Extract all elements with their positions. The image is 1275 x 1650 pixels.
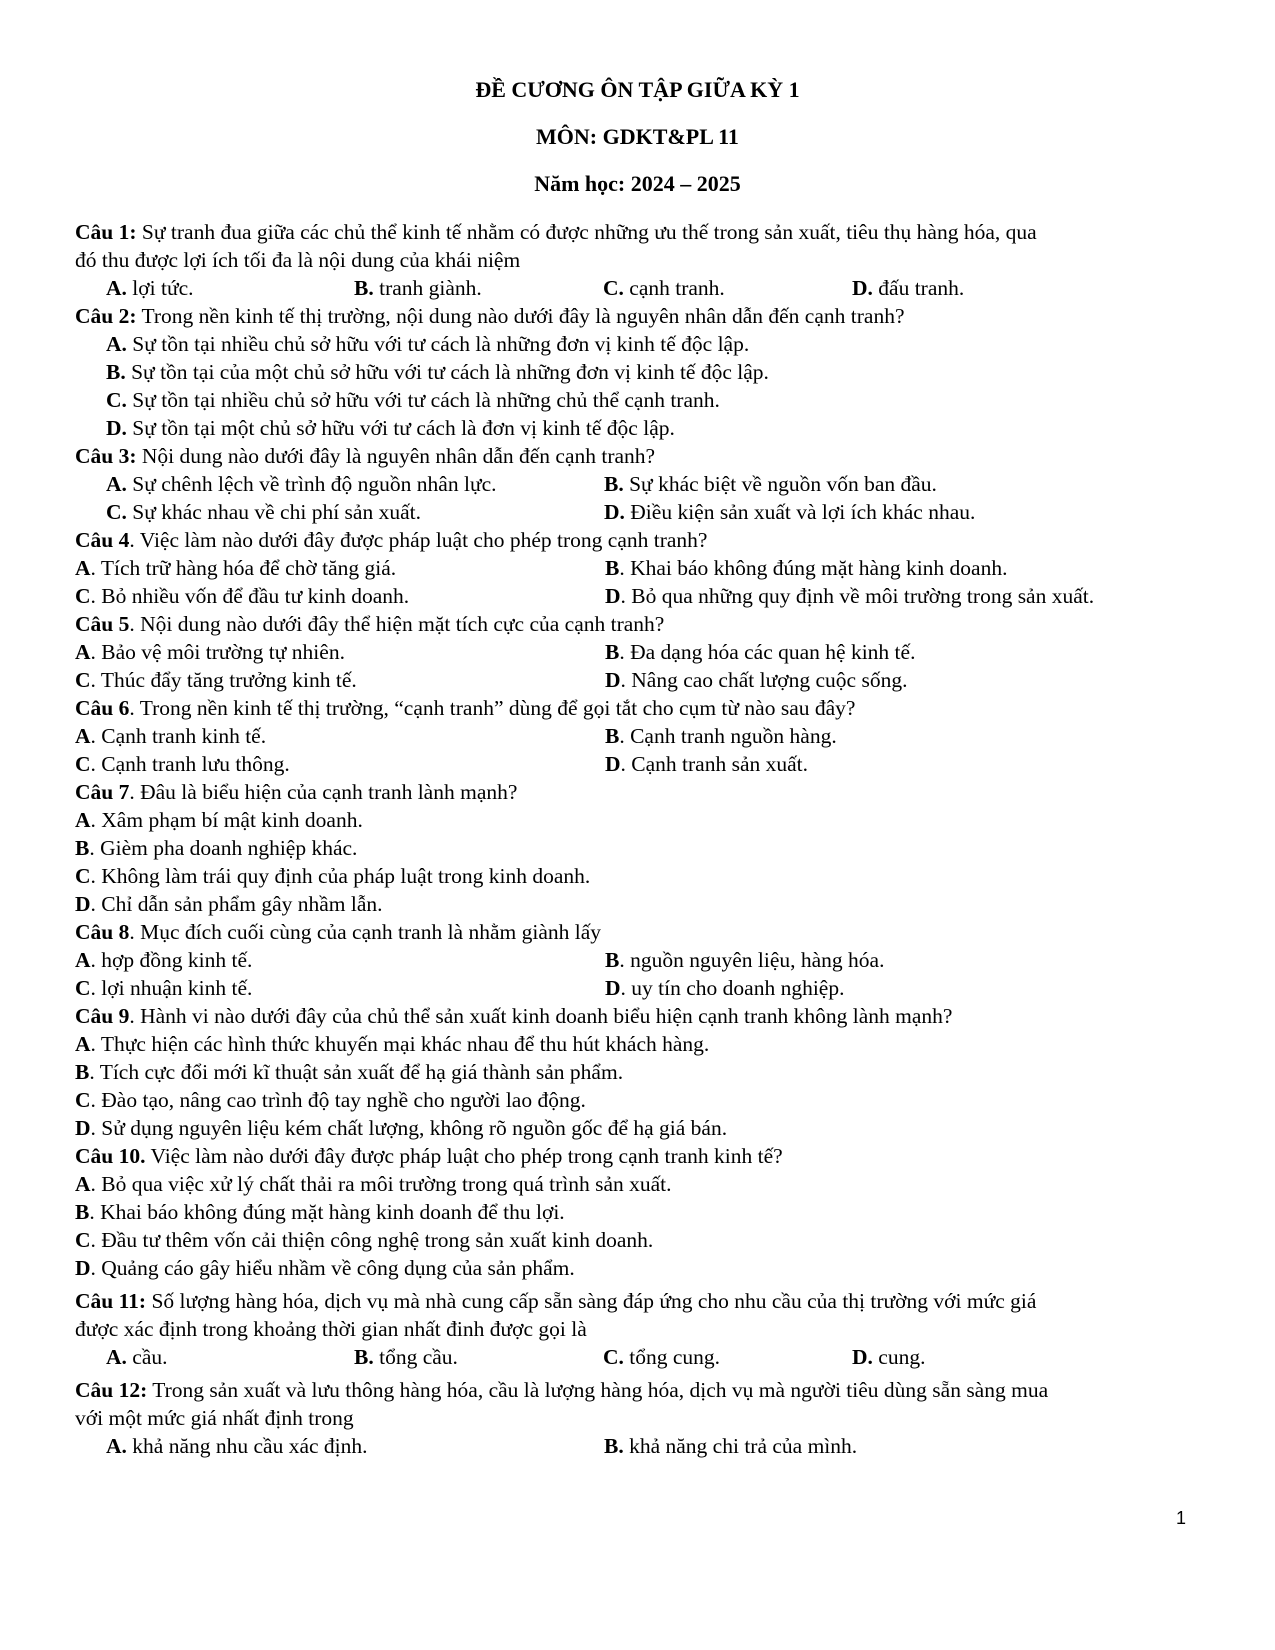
question-5: [75, 610, 1205, 694]
option-b: B. nguồn nguyên liệu, hàng hóa.: [605, 948, 885, 972]
option-a: A. hợp đồng kinh tế.: [75, 948, 253, 972]
question-text: Số lượng hàng hóa, dịch vụ mà nhà cung cấp sẵn sàng đáp ứng cho nhu cầu của thị trường với mức giá: [146, 1289, 1037, 1313]
question-number: Câu 2:: [75, 304, 137, 328]
question-12: [75, 1376, 1205, 1460]
option-d: D. Bỏ qua những quy định về môi trường trong sản xuất.: [605, 584, 1095, 608]
option-c: C. Bỏ nhiều vốn để đầu tư kinh doanh.: [75, 584, 410, 608]
options-row: [75, 498, 1205, 526]
question-list: [75, 218, 1205, 1460]
question-text-line2: với một mức giá nhất định trong: [75, 1406, 354, 1430]
school-year: Năm học: 2024 – 2025: [534, 171, 741, 196]
question-number: Câu 9: [75, 1004, 130, 1028]
question-text-line2: đó thu được lợi ích tối đa là nội dung của khái niệm: [75, 248, 521, 272]
option-d: D. cung.: [852, 1345, 926, 1369]
option-d: D. Cạnh tranh sản xuất.: [605, 752, 809, 776]
options-row: [75, 1343, 1205, 1371]
option-d: D. Sự tồn tại một chủ sở hữu với tư cách là đơn vị kinh tế độc lập.: [106, 416, 675, 440]
question-text: . Hành vi nào dưới đây của chủ thể sản xuất kinh doanh biểu hiện cạnh tranh không lành mạnh?: [129, 1004, 953, 1028]
option-a: A. Cạnh tranh kinh tế.: [75, 724, 267, 748]
option-c: C. Đầu tư thêm vốn cải thiện công nghệ trong sản xuất kinh doanh.: [75, 1228, 654, 1252]
option-a: A. Bỏ qua việc xử lý chất thải ra môi trường trong quá trình sản xuất.: [75, 1172, 672, 1196]
document-title: ĐỀ CƯƠNG ÔN TẬP GIỮA KỲ 1: [475, 77, 800, 102]
option-c: C. Sự khác nhau về chi phí sản xuất.: [106, 500, 421, 524]
question-text-line2: được xác định trong khoảng thời gian nhất đinh được gọi là: [75, 1317, 587, 1341]
option-b: B. Sự khác biệt về nguồn vốn ban đầu.: [604, 472, 937, 496]
question-number: Câu 1:: [75, 220, 137, 244]
question-text: Trong sản xuất và lưu thông hàng hóa, cầu là lượng hàng hóa, dịch vụ mà người tiêu dùng sẵn sàng mua: [147, 1378, 1049, 1402]
option-b: B. tranh giành.: [354, 276, 482, 300]
option-c: C. Đào tạo, nâng cao trình độ tay nghề cho người lao động.: [75, 1088, 586, 1112]
option-a: A. Tích trữ hàng hóa để chờ tăng giá.: [75, 556, 397, 580]
question-text: . Đâu là biểu hiện của cạnh tranh lành mạnh?: [129, 780, 518, 804]
question-4: [75, 526, 1205, 610]
question-2: [75, 302, 1205, 442]
option-b: B. Khai báo không đúng mặt hàng kinh doanh.: [605, 556, 1008, 580]
option-d: D. Nâng cao chất lượng cuộc sống.: [605, 668, 908, 692]
question-number: Câu 3:: [75, 444, 137, 468]
options-row: [75, 470, 1205, 498]
option-d: D. Chỉ dẫn sản phẩm gây nhầm lẫn.: [75, 892, 383, 916]
option-d: D. Quảng cáo gây hiểu nhầm về công dụng của sản phẩm.: [75, 1256, 575, 1280]
option-c: C. Thúc đẩy tăng trưởng kinh tế.: [75, 668, 357, 692]
option-a: A. lợi tức.: [106, 276, 194, 300]
option-d: D. đấu tranh.: [852, 276, 965, 300]
question-11: [75, 1287, 1205, 1371]
option-b: B. Tích cực đổi mới kĩ thuật sản xuất để hạ giá thành sản phẩm.: [75, 1060, 624, 1084]
options-row: [75, 750, 1205, 778]
options-row: [75, 274, 1205, 302]
options-row: [75, 974, 1205, 1002]
option-c: C. Sự tồn tại nhiều chủ sở hữu với tư cách là những chủ thể cạnh tranh.: [106, 388, 720, 412]
option-c: C. cạnh tranh.: [603, 276, 725, 300]
option-a: A. cầu.: [106, 1345, 168, 1369]
option-a: A. Sự chênh lệch về trình độ nguồn nhân lực.: [106, 472, 497, 496]
question-text: Việc làm nào dưới đây được pháp luật cho phép trong cạnh tranh kinh tế?: [145, 1144, 783, 1168]
option-a: A. Sự tồn tại nhiều chủ sở hữu với tư cách là những đơn vị kinh tế độc lập.: [106, 332, 750, 356]
question-number: Câu 6: [75, 696, 130, 720]
question-7: [75, 778, 1205, 918]
options-row: [75, 554, 1205, 582]
options-row: [75, 722, 1205, 750]
option-b: B. Khai báo không đúng mặt hàng kinh doanh để thu lợi.: [75, 1200, 565, 1224]
option-b: B. khả năng chi trả của mình.: [604, 1434, 858, 1458]
options-row: [75, 1432, 1205, 1460]
question-number: Câu 7: [75, 780, 130, 804]
question-6: [75, 694, 1205, 778]
option-c: C. Không làm trái quy định của pháp luật trong kinh doanh.: [75, 864, 591, 888]
option-c: C. Cạnh tranh lưu thông.: [75, 752, 290, 776]
question-10: [75, 1142, 1205, 1282]
question-3: [75, 442, 1205, 526]
question-text: . Nội dung nào dưới đây thể hiện mặt tích cực của cạnh tranh?: [129, 612, 665, 636]
option-b: B. Sự tồn tại của một chủ sở hữu với tư cách là những đơn vị kinh tế độc lập.: [106, 360, 769, 384]
option-a: A. Bảo vệ môi trường tự nhiên.: [75, 640, 345, 664]
question-text: Trong nền kinh tế thị trường, nội dung nào dưới đây là nguyên nhân dẫn đến cạnh tranh?: [136, 304, 905, 328]
option-b: B. Cạnh tranh nguồn hàng.: [605, 724, 837, 748]
question-number: Câu 11:: [75, 1289, 147, 1313]
option-d: D. uy tín cho doanh nghiệp.: [605, 976, 845, 1000]
options-row: [75, 666, 1205, 694]
question-number: Câu 4: [75, 528, 130, 552]
question-text: . Việc làm nào dưới đây được pháp luật cho phép trong cạnh tranh?: [129, 528, 708, 552]
question-8: [75, 918, 1205, 1002]
options-row: [75, 946, 1205, 974]
option-c: C. tổng cung.: [603, 1345, 721, 1369]
question-number: Câu 12:: [75, 1378, 148, 1402]
options-row: [75, 582, 1205, 610]
option-a: A. Thực hiện các hình thức khuyến mại khác nhau để thu hút khách hàng.: [75, 1032, 710, 1056]
question-text: . Mục đích cuối cùng của cạnh tranh là nhằm giành lấy: [129, 920, 602, 944]
question-1: [75, 218, 1205, 302]
question-number: Câu 8: [75, 920, 130, 944]
subject-heading: MÔN: GDKT&PL 11: [536, 124, 739, 149]
option-b: B. tổng cầu.: [354, 1345, 458, 1369]
option-a: A. khả năng nhu cầu xác định.: [106, 1434, 368, 1458]
question-text: Nội dung nào dưới đây là nguyên nhân dẫn đến cạnh tranh?: [136, 444, 656, 468]
option-b: B. Gièm pha doanh nghiệp khác.: [75, 836, 358, 860]
option-c: C. lợi nhuận kinh tế.: [75, 976, 253, 1000]
option-a: A. Xâm phạm bí mật kinh doanh.: [75, 808, 363, 832]
question-9: [75, 1002, 1205, 1142]
question-text: . Trong nền kinh tế thị trường, “cạnh tranh” dùng để gọi tắt cho cụm từ nào sau đây?: [129, 696, 856, 720]
option-d: D. Điều kiện sản xuất và lợi ích khác nhau.: [604, 500, 976, 524]
question-text: Sự tranh đua giữa các chủ thể kinh tế nhằm có được những ưu thế trong sản xuất, tiêu thụ hàng hóa, qua: [136, 220, 1037, 244]
question-number: Câu 10.: [75, 1144, 146, 1168]
question-number: Câu 5: [75, 612, 130, 636]
option-d: D. Sử dụng nguyên liệu kém chất lượng, không rõ nguồn gốc để hạ giá bán.: [75, 1116, 728, 1140]
options-row: [75, 638, 1205, 666]
option-b: B. Đa dạng hóa các quan hệ kinh tế.: [605, 640, 916, 664]
page-number: 1: [1176, 1508, 1187, 1528]
